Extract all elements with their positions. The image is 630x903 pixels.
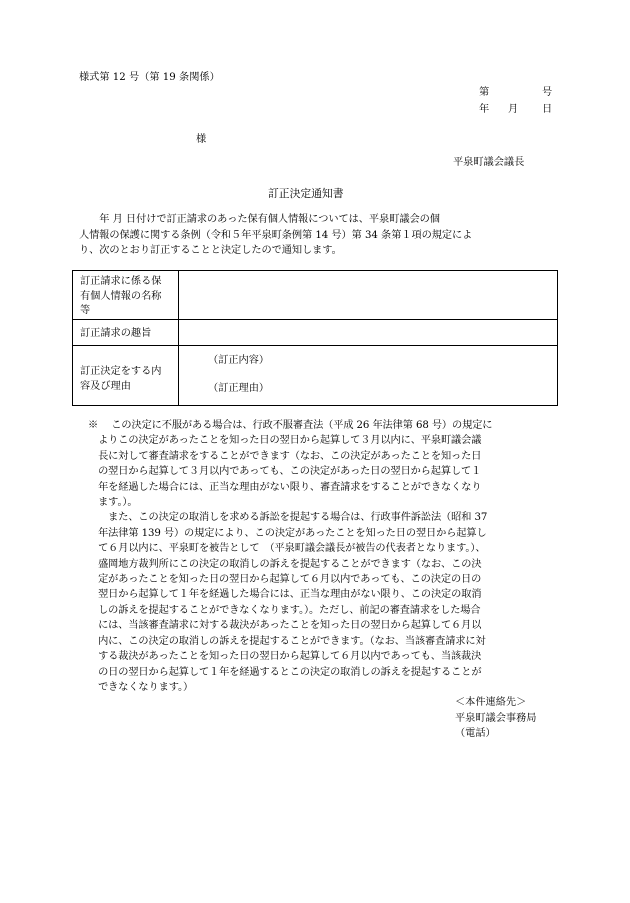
form-number-label: 様式第 12 号（第 19 条関係）	[79, 72, 220, 83]
contact-heading: ＜本件連絡先＞	[455, 697, 527, 708]
body-line: 年 月 日付けで訂正請求のあった保有個人情報については、平泉町議会の個	[79, 214, 440, 225]
requested-info-name-label: 訂正請求に係る保 有個人情報の名称 等	[80, 276, 162, 316]
notice-line: よりこの決定があったことを知った日の翌日から起算して３月以内に、平泉町議会議	[88, 435, 482, 447]
notice-line: 年を経過した場合には、正当な理由がない限り、審査請求をすることができなくなり	[88, 481, 482, 493]
notice-line: ます。）。	[88, 497, 138, 509]
contact-office: 平泉町議会事務局	[455, 712, 537, 724]
notice-line: の翌日から起算して３月以内であっても、この決定があった日の翌日から起算して１	[88, 466, 482, 478]
notice-line: 年法律第 139 号）の規定により、この決定があったことを知った日の翌日から起算し	[88, 527, 487, 539]
contact-block	[455, 695, 537, 742]
notice-line: しの訴えを提起することができなくなります。）。ただし、前記の審査請求をした場合	[88, 604, 481, 616]
decision-detail-table	[72, 270, 558, 406]
table-label-cell	[73, 346, 179, 406]
table-row	[73, 271, 558, 320]
sender-name: 平泉町議会議長	[453, 157, 525, 168]
note-mark: ※	[88, 420, 99, 431]
request-purpose-label: 訂正請求の趣旨	[80, 328, 152, 339]
appeal-notice	[88, 418, 566, 695]
correction-reason-label: （訂正理由）	[208, 383, 270, 394]
notice-line: ※ この決定に不服がある場合は、行政不服審査法（平成 26 年法律第 68 号）の規定に	[88, 420, 493, 431]
table-row	[73, 346, 558, 406]
body-line: り、次のとおり訂正することと決定したので通知します。	[79, 245, 342, 256]
decision-content-reason-label: 訂正決定をする内 容及び理由	[80, 366, 162, 392]
notice-line: 定があったことを知った日の翌日から起算して６月以内であっても、この決定の日の	[88, 574, 482, 586]
document-number-prefix: 第	[479, 87, 490, 98]
notice-line: 長に対して審査請求をすることができます（なお、この決定があったことを知った日	[88, 450, 482, 462]
body-paragraph	[79, 212, 557, 259]
notice-line: 内に、この決定の取消しの訴えを提起することができます。（なお、当該審査請求に対	[88, 635, 486, 647]
notice-line: できなくなります。）	[88, 681, 194, 693]
date-year-label: 年	[479, 104, 490, 115]
date-month-label: 月	[508, 104, 519, 115]
table-label-cell	[73, 271, 179, 320]
notice-line: また、この決定の取消しを求める訴訟を提起する場合は、行政事件訴訟法（昭和 37	[88, 512, 488, 524]
addressee-honorific: 様	[196, 134, 207, 145]
table-row	[73, 320, 558, 346]
notice-line: 盛岡地方裁判所にこの決定の取消しの訴えを提起することができます（なお、この決	[88, 558, 482, 570]
table-label-cell	[73, 320, 179, 346]
notice-line: の日の翌日から起算して１年を経過するとこの決定の取消しの訴えを提起することが	[88, 666, 482, 678]
body-line: 人情報の保護に関する条例（令和５年平泉町条例第 14 号）第 34 条第１項の規定によ	[79, 229, 473, 241]
notice-line: する裁決があったことを知った日の翌日から起算して６月以内であっても、当該裁決	[88, 651, 482, 663]
document-title: 訂正決定通知書	[268, 187, 344, 200]
notice-line: て６月以内に、平泉町を被告として （平泉町議会議長が被告の代表者となります。）、	[88, 543, 486, 555]
table-value-cell	[179, 271, 558, 320]
contact-phone: （電話）	[455, 728, 496, 739]
date-day-label: 日	[542, 104, 553, 115]
table-value-cell	[179, 320, 558, 346]
notice-line: には、当該審査請求に対する裁決があったことを知った日の翌日から起算して６月以	[88, 620, 482, 632]
notice-line: 翌日から起算して１年を経過した場合には、正当な理由がない限り、この決定の取消	[88, 589, 482, 601]
correction-content-label: （訂正内容）	[208, 355, 270, 366]
document-number-suffix: 号	[542, 87, 553, 98]
